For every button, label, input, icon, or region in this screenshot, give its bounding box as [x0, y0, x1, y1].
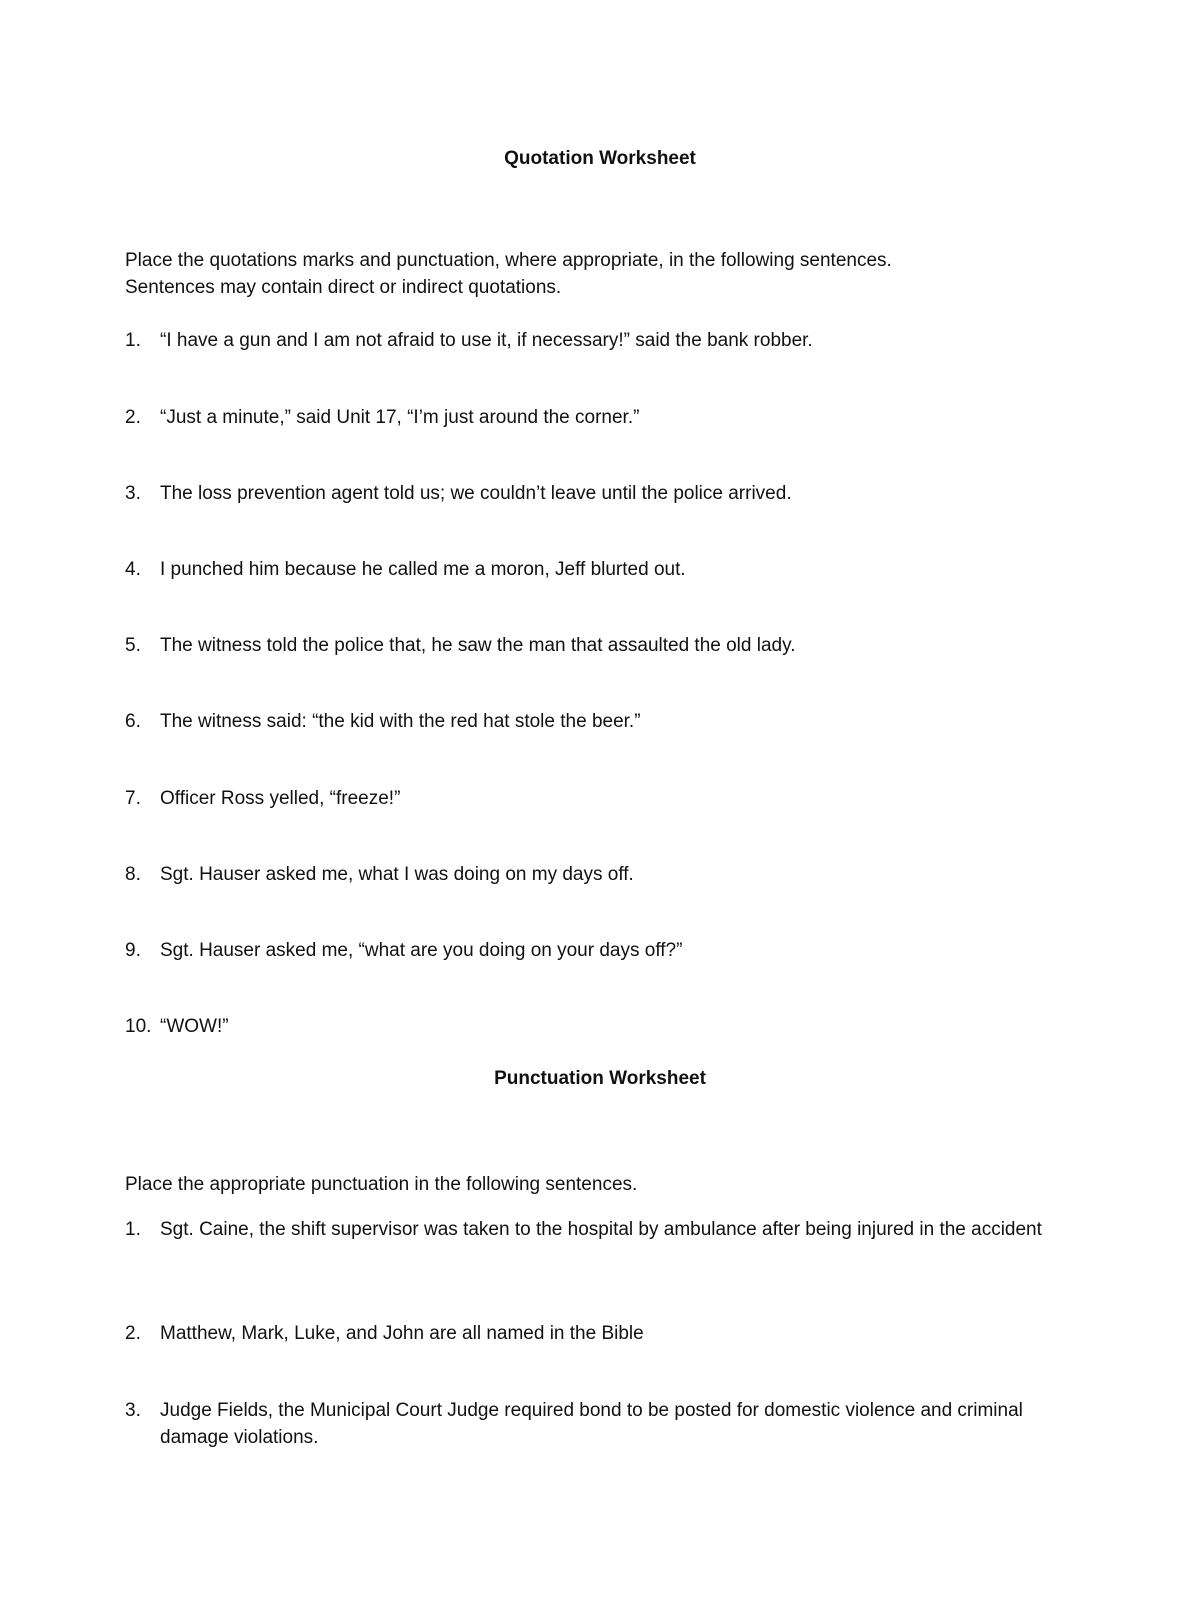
- item-text: “I have a gun and I am not afraid to use it, if necessary!” said the bank robber.: [160, 330, 813, 351]
- item-number: 5.: [125, 635, 141, 656]
- quotation-worksheet-title: Quotation Worksheet: [504, 148, 696, 169]
- item-text: Matthew, Mark, Luke, and John are all named in the Bible: [160, 1323, 644, 1344]
- item-number: 1.: [125, 330, 141, 351]
- item-text: Sgt. Hauser asked me, what I was doing on my days off.: [160, 864, 634, 885]
- quotation-item-2: [125, 404, 1085, 431]
- item-number: 7.: [125, 788, 141, 809]
- item-number: 4.: [125, 559, 141, 580]
- punctuation-item-1: [125, 1216, 1085, 1243]
- item-text: The witness said: “the kid with the red hat stole the beer.”: [160, 711, 641, 732]
- quotation-item-5: [125, 632, 1085, 659]
- item-text: The loss prevention agent told us; we couldn’t leave until the police arrived.: [160, 483, 792, 504]
- item-text: Sgt. Hauser asked me, “what are you doing on your days off?”: [160, 940, 683, 961]
- item-text: I punched him because he called me a moron, Jeff blurted out.: [160, 559, 686, 580]
- quotation-item-8: [125, 861, 1085, 888]
- quotation-item-6: [125, 708, 1085, 735]
- item-number: 1.: [125, 1219, 141, 1240]
- quotation-item-3: [125, 480, 1085, 507]
- item-text: The witness told the police that, he saw the man that assaulted the old lady.: [160, 635, 796, 656]
- item-text: Sgt. Caine, the shift supervisor was taken to the hospital by ambulance after being injured in the accident: [160, 1219, 1042, 1240]
- quotation-item-9: [125, 937, 1085, 964]
- punctuation-instruction: Place the appropriate punctuation in the following sentences.: [125, 1174, 638, 1195]
- item-number: 6.: [125, 711, 141, 732]
- item-number: 9.: [125, 940, 141, 961]
- punctuation-item-2: [125, 1320, 1085, 1347]
- quotation-item-7: [125, 785, 1085, 812]
- punctuation-worksheet-title: Punctuation Worksheet: [494, 1068, 706, 1089]
- item-number: 3.: [125, 483, 141, 504]
- quotation-item-1: [125, 327, 1085, 354]
- quotation-item-10: [125, 1013, 1085, 1040]
- punctuation-item-3: [125, 1397, 1085, 1451]
- item-number: 2.: [125, 1323, 141, 1344]
- item-text: “Just a minute,” said Unit 17, “I’m just around the corner.”: [160, 407, 640, 428]
- quotation-instruction-line2: Sentences may contain direct or indirect quotations.: [125, 277, 562, 298]
- item-text: Officer Ross yelled, “freeze!”: [160, 788, 401, 809]
- item-text: “WOW!”: [160, 1016, 229, 1037]
- item-number: 8.: [125, 864, 141, 885]
- item-text: Judge Fields, the Municipal Court Judge required bond to be posted for domestic violence and criminal damage violations.: [160, 1400, 1023, 1448]
- quotation-item-4: [125, 556, 1085, 583]
- item-number: 2.: [125, 407, 141, 428]
- item-number: 3.: [125, 1400, 141, 1421]
- quotation-instruction-line1: Place the quotations marks and punctuation, where appropriate, in the following sentences.: [125, 250, 892, 271]
- item-number: 10.: [125, 1016, 152, 1037]
